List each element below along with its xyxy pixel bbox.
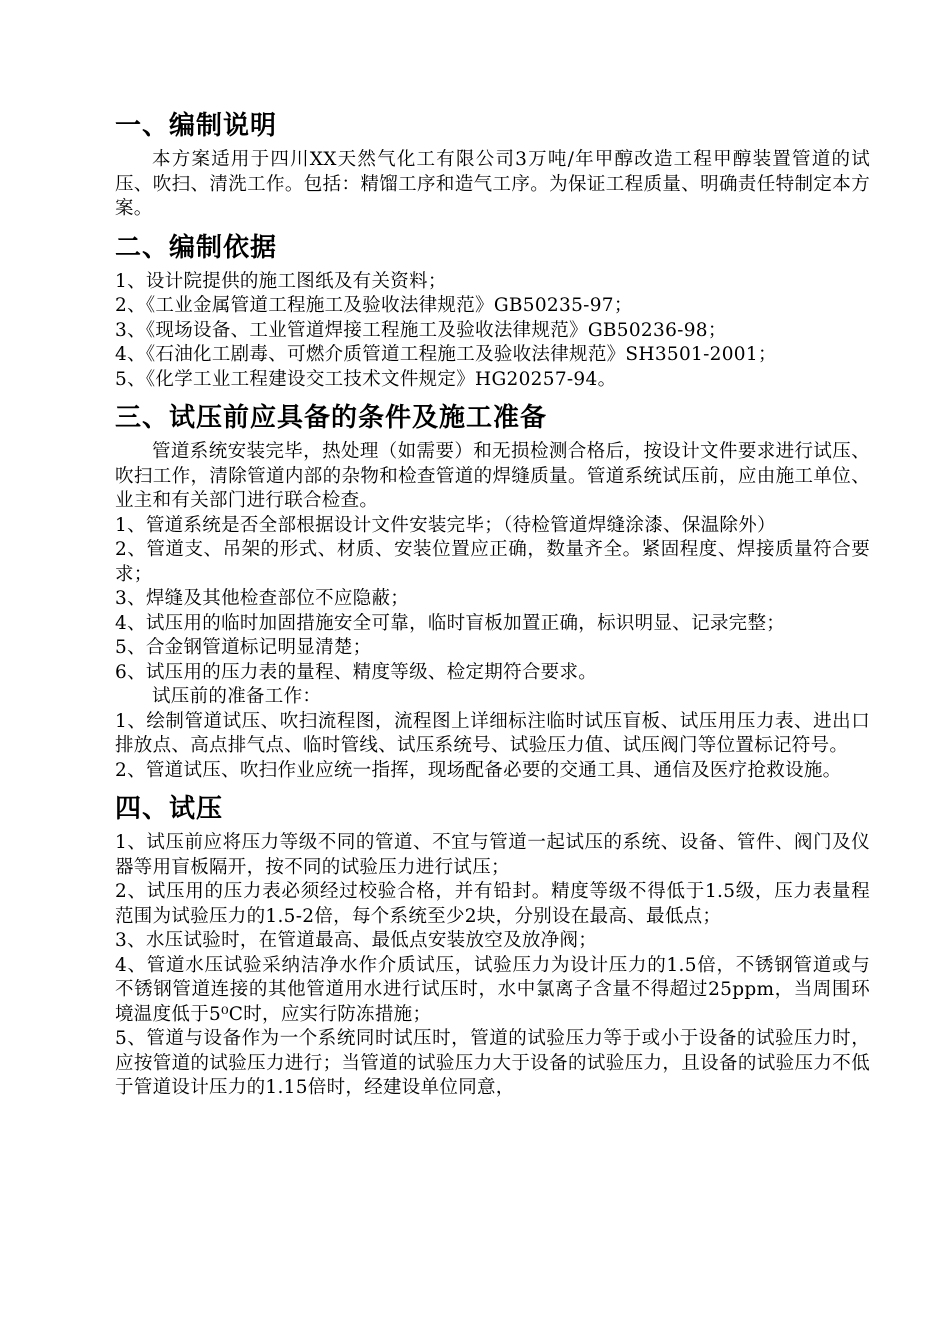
list-item: 1、试压前应将压力等级不同的管道、不宜与管道一起试压的系统、设备、管件、阀门及仪器等用盲板隔开，按不同的试验压力进行试压； [115, 832, 870, 878]
list-item: 4、管道水压试验采纳洁净水作介质试压，试验压力为设计压力的1.5倍，不锈钢管道或与不锈钢管道连接的其他管道用水进行试压时，水中氯离子含量不得超过25ppm，当周围环境温度低于5⁰C时，应实行防冻措施； [115, 954, 870, 1025]
section-4 [115, 791, 870, 1101]
section-1 [115, 108, 870, 222]
list-item: 3、《现场设备、工业管道焊接工程施工及验收法律规范》GB50236-98； [115, 319, 727, 341]
list-item: 6、试压用的压力表的量程、精度等级、检定期符合要求。 [115, 661, 598, 683]
list-item: 4、《石油化工剧毒、可燃介质管道工程施工及验收法律规范》SH3501-2001； [115, 344, 777, 365]
list-item: 2、试压用的压力表必须经过校验合格，并有铅封。精度等级不得低于1.5级，压力表量程范围为试验压力的1.5-2倍，每个系统至少2块，分别设在最高、最低点； [115, 881, 870, 927]
document-body [115, 108, 870, 1109]
section-heading: 四、试压 [115, 794, 224, 824]
list-item: 4、试压用的临时加固措施安全可靠，临时盲板加置正确，标识明显、记录完整； [115, 612, 786, 634]
list-item: 5、《化学工业工程建设交工技术文件规定》HG20257-94。 [115, 368, 617, 390]
list-item: 3、水压试验时，在管道最高、最低点安装放空及放净阀； [115, 930, 598, 951]
section-heading: 二、编制依据 [115, 232, 278, 263]
section-heading: 三、试压前应具备的条件及施工准备 [115, 403, 548, 433]
list-item: 2、《工业金属管道工程施工及验收法律规范》GB50235-97； [115, 295, 633, 316]
section-3 [115, 400, 870, 783]
sub-heading: 试压前的准备工作： [152, 686, 322, 707]
list-item: 3、焊缝及其他检查部位不应隐蔽； [115, 588, 410, 609]
list-item: 2、管道试压、吹扫作业应统一指挥，现场配备必要的交通工具、通信及医疗抢救设施。 [115, 759, 842, 781]
list-item: 5、管道与设备作为一个系统同时试压时，管道的试验压力等于或小于设备的试验压力时，应按管道的试验压力进行；当管道的试验压力大于设备的试验压力，且设备的试验压力不低于管道设计压力的1.15倍时，经建设单位同意， [115, 1028, 870, 1098]
list-item: 1、管道系统是否全部根据设计文件安装完毕；（待检管道焊缝涂漆、保温除外） [115, 514, 776, 536]
paragraph: 本方案适用于四川XX天然气化工有限公司3万吨/年甲醇改造工程甲醇装置管道的试压、吹扫、清洗工作。包括：精馏工序和造气工序。为保证工程质量、明确责任特制定本方案。 [115, 149, 870, 219]
section-heading: 一、编制说明 [115, 111, 278, 141]
list-item: 5、合金钢管道标记明显清楚； [115, 637, 372, 658]
list-item: 1、绘制管道试压、吹扫流程图，流程图上详细标注临时试压盲板、试压用压力表、进出口排放点、高点排气点、临时管线、试压系统号、试验压力值、试压阀门等位置标记符号。 [115, 710, 870, 756]
section-2 [115, 230, 870, 393]
paragraph: 管道系统安装完毕，热处理（如需要）和无损检测合格后，按设计文件要求进行试压、吹扫工作，清除管道内部的杂物和检查管道的焊缝质量。管道系统试压前，应由施工单位、业主和有关部门进行联合检查。 [115, 441, 870, 511]
list-item: 1、设计院提供的施工图纸及有关资料； [115, 270, 447, 292]
list-item: 2、管道支、吊架的形式、材质、安装位置应正确，数量齐全。紧固程度、焊接质量符合要求； [115, 539, 870, 585]
